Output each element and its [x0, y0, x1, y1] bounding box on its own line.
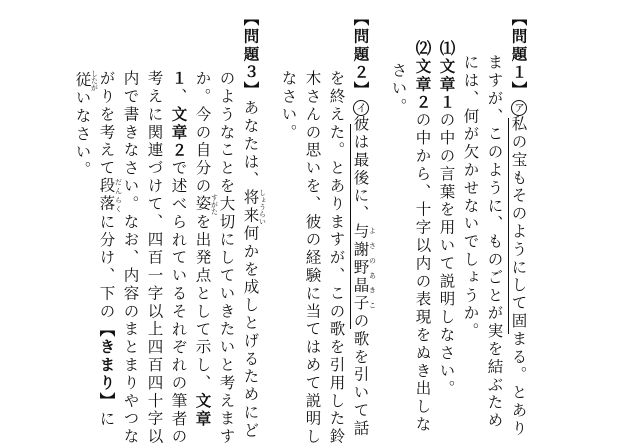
q3-bold-bunshou: 文章: [193, 392, 212, 429]
q2-line4: なさい。: [279, 70, 298, 142]
q1-sub2-bold: 文章２: [413, 57, 432, 112]
q2-line3: 木さんの思いを、彼の経験に当てはめて説明し: [303, 70, 322, 446]
q3-line1: [242, 10, 267, 440]
q1-heading: 【問題１】: [509, 10, 528, 100]
q1-sub1-number: ⑴: [437, 40, 456, 58]
q3-text-8: いなさい。: [73, 89, 92, 179]
q3-heading: 【問題３】: [241, 10, 260, 100]
q3-line8: [74, 70, 99, 179]
q3-ruby-sugata: 姿 すがた: [193, 193, 219, 215]
q2-ruby-name: 与謝野晶子 よさのあきこ: [351, 222, 377, 313]
q1-text-1: 私の宝もそのようにして固まる。とあり: [509, 115, 528, 438]
q3-ruby-danraku: 段落 だんらく: [97, 177, 123, 214]
q1-line3: には、何が欠かせないでしょうか。: [461, 54, 480, 341]
q3-line3: [194, 70, 219, 428]
q3-kimari-label: 【きまり】: [97, 320, 116, 411]
q3-text-7c: に: [97, 410, 116, 429]
q1-line2: ますが、このように、ものごとが実を結ぶため: [485, 54, 504, 430]
q2-text-1b: の歌を引いて話: [351, 312, 370, 438]
q1-line1: [510, 10, 527, 438]
q1-underline: [508, 118, 509, 334]
q3-text-3a: か。今の自分の: [193, 70, 212, 196]
q1-sub1-bold: 文章１: [437, 57, 456, 112]
q2-heading: 【問題２】: [351, 10, 370, 100]
q3-line4: [170, 70, 186, 446]
q1-sub1: [438, 40, 454, 398]
q2-line1: [352, 10, 377, 438]
q3-text-4a: 、: [169, 87, 188, 106]
q3-text-4b: で述べられているそれぞれの筆者の: [169, 159, 188, 446]
q3-line2: のようなことを大切にしていきたいと考えます: [217, 70, 236, 446]
q3-text-1a: あなたは、: [241, 99, 260, 189]
q3-bold-1: １: [169, 70, 188, 88]
q3-line6: 内で書きなさい。なお、内容のまとまりやつな: [121, 70, 140, 446]
q3-line5: 考えに関連づけて、四百一字以上四百四十字以: [145, 70, 164, 446]
q1-sub1-text: の中の言葉を用いて説明しなさい。: [437, 111, 456, 399]
q3-text-3b: を出発点として示し、: [193, 213, 212, 393]
q3-ruby-shitagai: 従 したが: [73, 70, 99, 91]
q3-line7: [98, 70, 123, 428]
q2-line2: を終えた。とありますが、この歌を引用した鈴: [327, 70, 346, 446]
q1-sub2-number: ⑵: [413, 40, 432, 58]
q1-sub2-text: の中から、十字以内の表現をぬき出しな: [413, 111, 432, 434]
q1-marker-a: ア: [511, 100, 527, 116]
q2-text-1a: 彼は最後に、: [351, 115, 370, 223]
q1-sub2-cont: さい。: [389, 62, 408, 116]
q2-marker-i: イ: [353, 100, 369, 116]
q3-text-7a: がりを考えて: [97, 70, 116, 178]
q2-underline: [350, 124, 351, 329]
q3-bold-bunshou2: 文章２: [169, 105, 188, 160]
q3-text-1b: 何かを成しとげるためにど: [241, 224, 260, 440]
q3-text-7b: に分け、下の: [97, 213, 116, 321]
q1-sub2: [414, 40, 430, 434]
q3-ruby-shourai: 将来 しょうらい: [241, 189, 267, 225]
